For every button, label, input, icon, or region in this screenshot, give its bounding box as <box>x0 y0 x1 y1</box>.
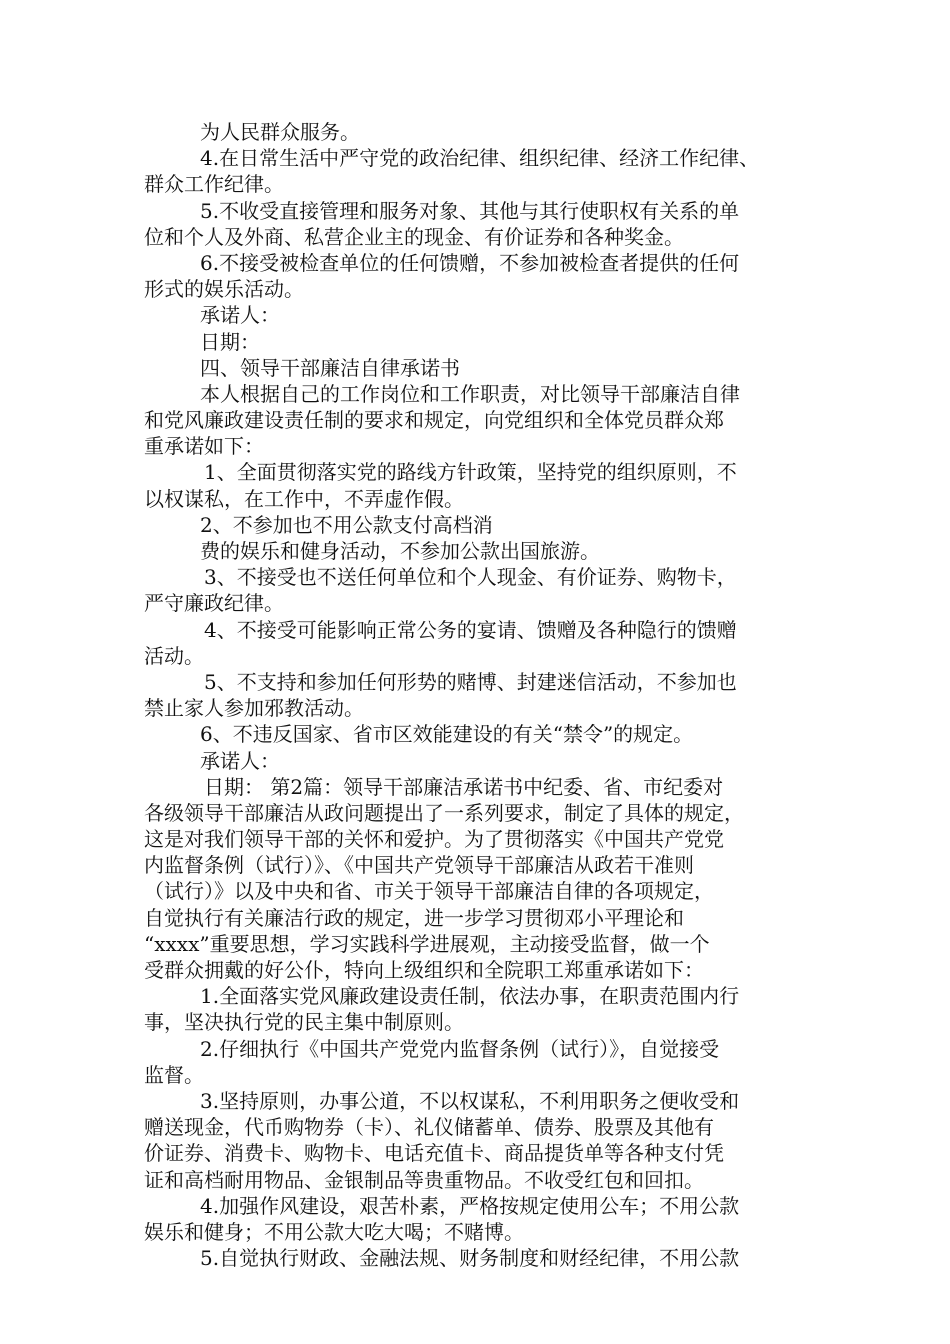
text-line: 为人民群众服务。 <box>200 120 360 144</box>
text-line: 赠送现金，代币购物券（卡）、礼仪储蓄单、债券、股票及其他有 <box>144 1115 714 1140</box>
text-line: 4、不接受可能影响正常公务的宴请、馈赠及各种隐行的馈赠 <box>204 617 737 642</box>
text-line: 日期： 第2篇：领导干部廉洁承诺书中纪委、省、市纪委对 <box>204 774 724 799</box>
text-line: 5.自觉执行财政、金融法规、财务制度和财经纪律，不用公款 <box>200 1246 740 1271</box>
text-line: 5.不收受直接管理和服务对象、其他与其行使职权有关系的单 <box>200 198 740 223</box>
text-line: 承诺人： <box>200 303 280 328</box>
text-line: “xxxx”重要思想，学习实践科学进展观，主动接受监督，做一个 <box>144 931 710 956</box>
text-line: 各级领导干部廉洁从政问题提出了一系列要求，制定了具体的规定， <box>144 800 744 825</box>
text-line: 重承诺如下： <box>144 434 264 459</box>
text-line: 禁止家人参加邪教活动。 <box>144 696 364 721</box>
text-line: 和党风廉政建设责任制的要求和规定，向党组织和全体党员群众郑 <box>144 408 724 433</box>
text-line: 6、不违反国家、省市区效能建设的有关“禁令”的规定。 <box>200 722 694 747</box>
text-line: 价证券、消费卡、购物卡、电话充值卡、商品提货单等各种支付凭 <box>144 1141 724 1166</box>
text-line: 内监督条例（试行）》、《中国共产党领导干部廉洁从政若干准则 <box>144 853 694 878</box>
text-line: 4.在日常生活中严守党的政治纪律、组织纪律、经济工作纪律、 <box>200 146 760 171</box>
text-line: （试行）》以及中央和省、市关于领导干部廉洁自律的各项规定， <box>144 879 714 904</box>
text-line: 监督。 <box>144 1062 204 1087</box>
text-line: 证和高档耐用物品、金银制品等贵重物品。不收受红包和回扣。 <box>144 1167 704 1192</box>
text-line: 本人根据自己的工作岗位和工作职责，对比领导干部廉洁自律 <box>200 381 740 406</box>
text-line: 1.全面落实党风廉政建设责任制，依法办事，在职责范围内行 <box>200 984 740 1009</box>
text-line: 承诺人： <box>200 748 280 773</box>
text-line: 自觉执行有关廉洁行政的规定，进一步学习贯彻邓小平理论和 <box>144 905 684 930</box>
text-line: 群众工作纪律。 <box>144 172 284 197</box>
text-line: 严守廉政纪律。 <box>144 591 284 616</box>
text-line: 5、不支持和参加任何形势的赌博、封建迷信活动，不参加也 <box>204 669 737 694</box>
text-line: 这是对我们领导干部的关怀和爱护。为了贯彻落实《中国共产党党 <box>144 827 724 852</box>
text-line: 位和个人及外商、私营企业主的现金、有价证券和各种奖金。 <box>144 224 684 249</box>
text-line: 日期： <box>200 329 260 354</box>
text-line: 以权谋私，在工作中，不弄虚作假。 <box>144 486 464 511</box>
text-line: 形式的娱乐活动。 <box>144 277 304 302</box>
text-line: 娱乐和健身；不用公款大吃大喝；不赌博。 <box>144 1219 524 1244</box>
text-line: 事，坚决执行党的民主集中制原则。 <box>144 1010 464 1035</box>
text-line: 2、不参加也不用公款支付高档消 <box>200 512 493 537</box>
text-line: 3.坚持原则，办事公道，不以权谋私，不利用职务之便收受和 <box>200 1088 740 1113</box>
text-line: 2.仔细执行《中国共产党党内监督条例（试行）》，自觉接受 <box>200 1036 720 1061</box>
text-line: 受群众拥戴的好公仆，特向上级组织和全院职工郑重承诺如下： <box>144 958 704 982</box>
text-line: 6.不接受被检查单位的任何馈赠，不参加被检查者提供的任何 <box>200 250 740 275</box>
text-line: 活动。 <box>144 643 204 668</box>
text-line: 1、全面贯彻落实党的路线方针政策，坚持党的组织原则，不 <box>204 460 737 485</box>
text-line: 3、不接受也不送任何单位和个人现金、有价证券、购物卡， <box>204 565 737 590</box>
text-line: 费的娱乐和健身活动，不参加公款出国旅游。 <box>200 539 600 563</box>
document-page <box>144 119 810 1271</box>
text-line: 4.加强作风建设，艰苦朴素，严格按规定使用公车；不用公款 <box>200 1193 740 1218</box>
text-line: 四、领导干部廉洁自律承诺书 <box>200 355 460 380</box>
